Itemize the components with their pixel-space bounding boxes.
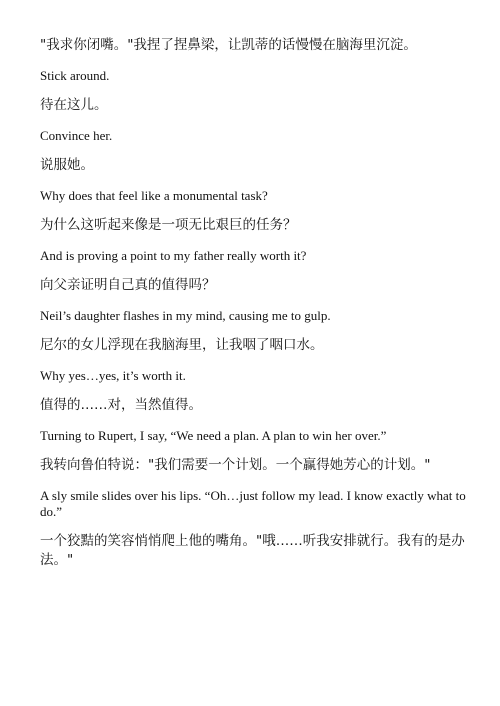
paragraph-en: Why yes…yes, it’s worth it. [40, 368, 186, 383]
document-body [40, 36, 468, 583]
paragraph-en: And is proving a point to my father really worth it? [40, 248, 307, 263]
paragraph-zh: 向父亲证明自己真的值得吗？ [40, 277, 216, 293]
paragraph-en: Turning to Rupert, I say, “We need a plan. A plan to win her over.” [40, 428, 387, 443]
paragraph-zh: 值得的……对，当然值得。 [40, 397, 202, 413]
paragraph-en: Neil’s daughter flashes in my mind, causing me to gulp. [40, 308, 331, 323]
paragraph-en: Stick around. [40, 68, 110, 83]
paragraph-en: A sly smile slides over his lips. “Oh…just follow my lead. I know exactly what to do.” [40, 488, 466, 519]
paragraph-en: Why does that feel like a monumental task? [40, 188, 268, 203]
paragraph-zh: 我转向鲁伯特说："我们需要一个计划。一个赢得她芳心的计划。" [40, 457, 431, 473]
paragraph-zh: 待在这儿。 [40, 97, 108, 113]
paragraph-zh: 尼尔的女儿浮现在我脑海里，让我咽了咽口水。 [40, 337, 324, 353]
paragraph-zh: 说服她。 [40, 157, 94, 173]
paragraph-zh: 一个狡黠的笑容悄悄爬上他的嘴角。"哦……听我安排就行。我有的是办法。" [40, 533, 465, 568]
paragraph-zh: "我求你闭嘴。"我捏了捏鼻梁，让凯蒂的话慢慢在脑海里沉淀。 [40, 37, 417, 53]
paragraph-en: Convince her. [40, 128, 113, 143]
paragraph-zh: 为什么这听起来像是一项无比艰巨的任务？ [40, 217, 297, 233]
